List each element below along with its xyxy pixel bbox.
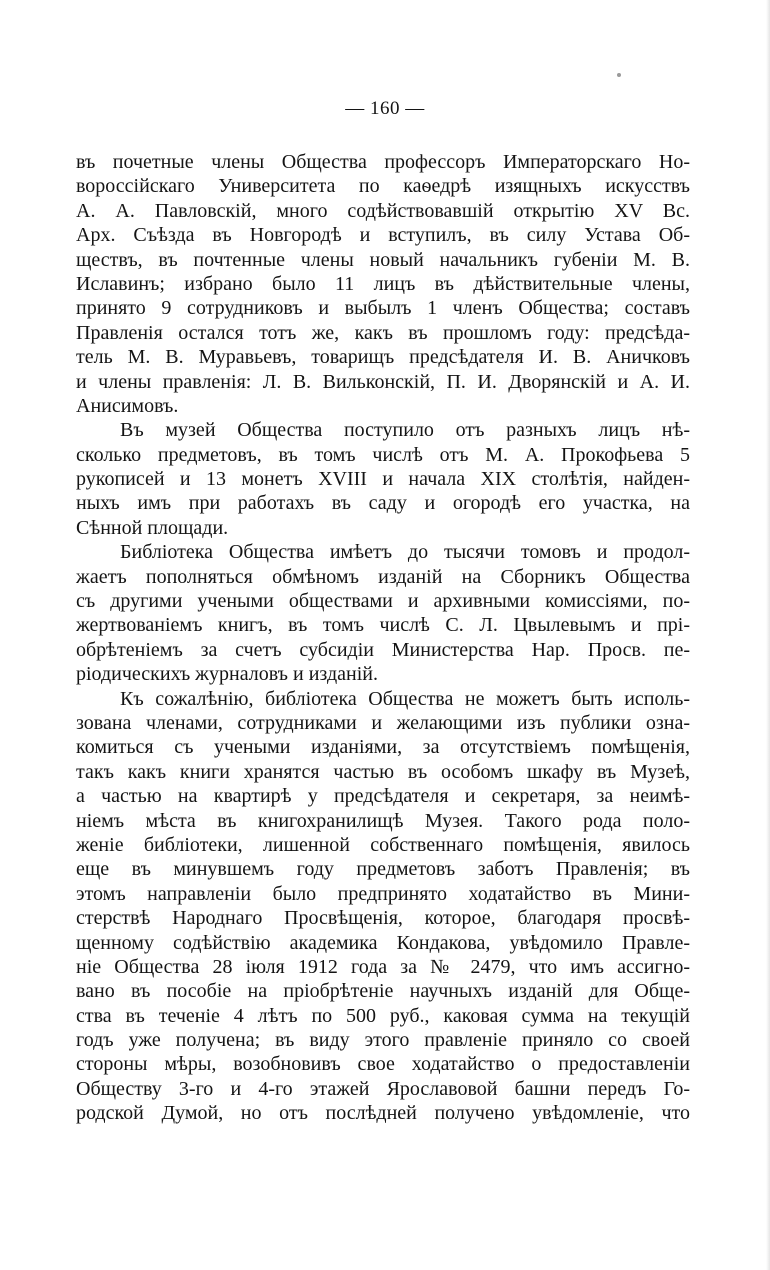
text-line: щенному содѣйствію академика Кондакова, увѣдомило Правле-	[76, 931, 690, 954]
text-line: въ почетные члены Общества профессоръ Императорскаго Но-	[76, 151, 690, 173]
text-line: Къ сожалѣнію, библіотека Общества не можетъ быть исполь-	[120, 687, 690, 710]
body-text	[76, 150, 690, 1126]
text-line: тель М. В. Муравьевъ, товарищъ предсѣдателя И. В. Аничковъ	[76, 346, 690, 369]
text-line: ніемъ мѣста въ книгохранилищѣ Музея. Такого рода поло-	[76, 809, 690, 832]
paragraph	[76, 540, 690, 686]
text-line: ріодическихъ журналовъ и изданій.	[76, 663, 378, 686]
text-line: принято 9 сотрудниковъ и выбылъ 1 членъ Общества; составъ	[76, 297, 690, 320]
text-line: стерствѣ Народнаго Просвѣщенія, которое, благодаря просвѣ-	[76, 907, 690, 930]
text-line: такъ какъ книги хранятся частью въ особомъ шкафу въ Музеѣ,	[76, 760, 690, 783]
paragraph	[76, 150, 690, 418]
text-line: сколько предметовъ, въ томъ числѣ отъ М. А. Прокофьева 5	[76, 443, 690, 466]
text-line: съ другими учеными обществами и архивными комиссіями, по-	[76, 590, 690, 613]
text-line: а частью на квартирѣ у предсѣдателя и секретаря, за неимѣ-	[76, 785, 690, 808]
paragraph	[76, 687, 690, 1126]
text-line: А. А. Павловскій, много содѣйствовавшій открытію XV Вс.	[76, 199, 690, 222]
text-line: ныхъ имъ при работахъ въ саду и огородѣ его участка, на	[76, 492, 690, 515]
text-line: Сѣнной площади.	[76, 516, 229, 539]
text-line: стороны мѣры, возобновивъ свое ходатайство о предоставленіи	[76, 1053, 690, 1076]
paragraph	[76, 418, 690, 540]
text-line: и члены правленія: Л. В. Вильконскій, П. И. Дворянскій и А. И.	[76, 370, 690, 393]
text-line: этомъ направленіи было предпринято ходатайство въ Мини-	[76, 882, 690, 905]
text-line: жаетъ пополняться обмѣномъ изданій на Сборникъ Общества	[76, 565, 690, 588]
text-line: еще въ минувшемъ году предметовъ заботъ Правленія; въ	[76, 858, 690, 881]
text-line: Анисимовъ.	[76, 394, 179, 417]
text-line: вано въ пособіе на пріобрѣтеніе научныхъ изданій для Обще-	[76, 980, 690, 1003]
text-line: Библіотека Общества имѣетъ до тысячи томовъ и продол-	[120, 541, 690, 564]
ink-speck	[617, 73, 621, 77]
text-line: ства въ теченіе 4 лѣтъ по 500 руб., каковая сумма на текущій	[76, 1004, 690, 1027]
text-line: Правленія остался тотъ же, какъ въ прошломъ году: предсѣда-	[76, 321, 690, 344]
page-edge-shadow	[766, 0, 770, 1270]
text-line: вороссійскаго Университета по каѳедрѣ изящныхъ искусствъ	[76, 175, 690, 198]
page-number: — 160 —	[345, 98, 425, 119]
text-line: ществъ, въ почтенные члены новый начальникъ губеніи М. В.	[76, 248, 690, 271]
text-line: комиться съ учеными изданіями, за отсутствіемъ помѣщенія,	[76, 736, 690, 759]
text-line: обрѣтеніемъ за счетъ субсидіи Министерства Нар. Просв. пе-	[76, 638, 690, 661]
text-line: рукописей и 13 монетъ XVIII и начала XIX столѣтія, найден-	[76, 468, 690, 491]
text-line: ніе Общества 28 іюля 1912 года за № 2479, что имъ ассигно-	[76, 955, 690, 978]
text-line: родской Думой, но отъ послѣдней получено увѣдомленіе, что	[76, 1102, 690, 1125]
text-line: Въ музей Общества поступило отъ разныхъ лицъ нѣ-	[120, 419, 690, 442]
text-line: Обществу 3-го и 4-го этажей Ярославовой башни передъ Го-	[76, 1077, 690, 1100]
text-line: Иславинъ; избрано было 11 лицъ въ дѣйствительные члены,	[76, 272, 690, 295]
text-line: Арх. Съѣзда въ Новгородѣ и вступилъ, въ силу Устава Об-	[76, 224, 690, 247]
text-line: женіе библіотеки, лишенной собственнаго помѣщенія, явилось	[76, 833, 690, 856]
text-line: зована членами, сотрудниками и желающими изъ публики озна-	[76, 711, 690, 734]
text-line: жертвованіемъ книгъ, въ томъ числѣ С. Л. Цвылевымъ и прі-	[76, 614, 690, 637]
text-line: годъ уже получена; въ виду этого правленіе приняло со своей	[76, 1029, 690, 1052]
